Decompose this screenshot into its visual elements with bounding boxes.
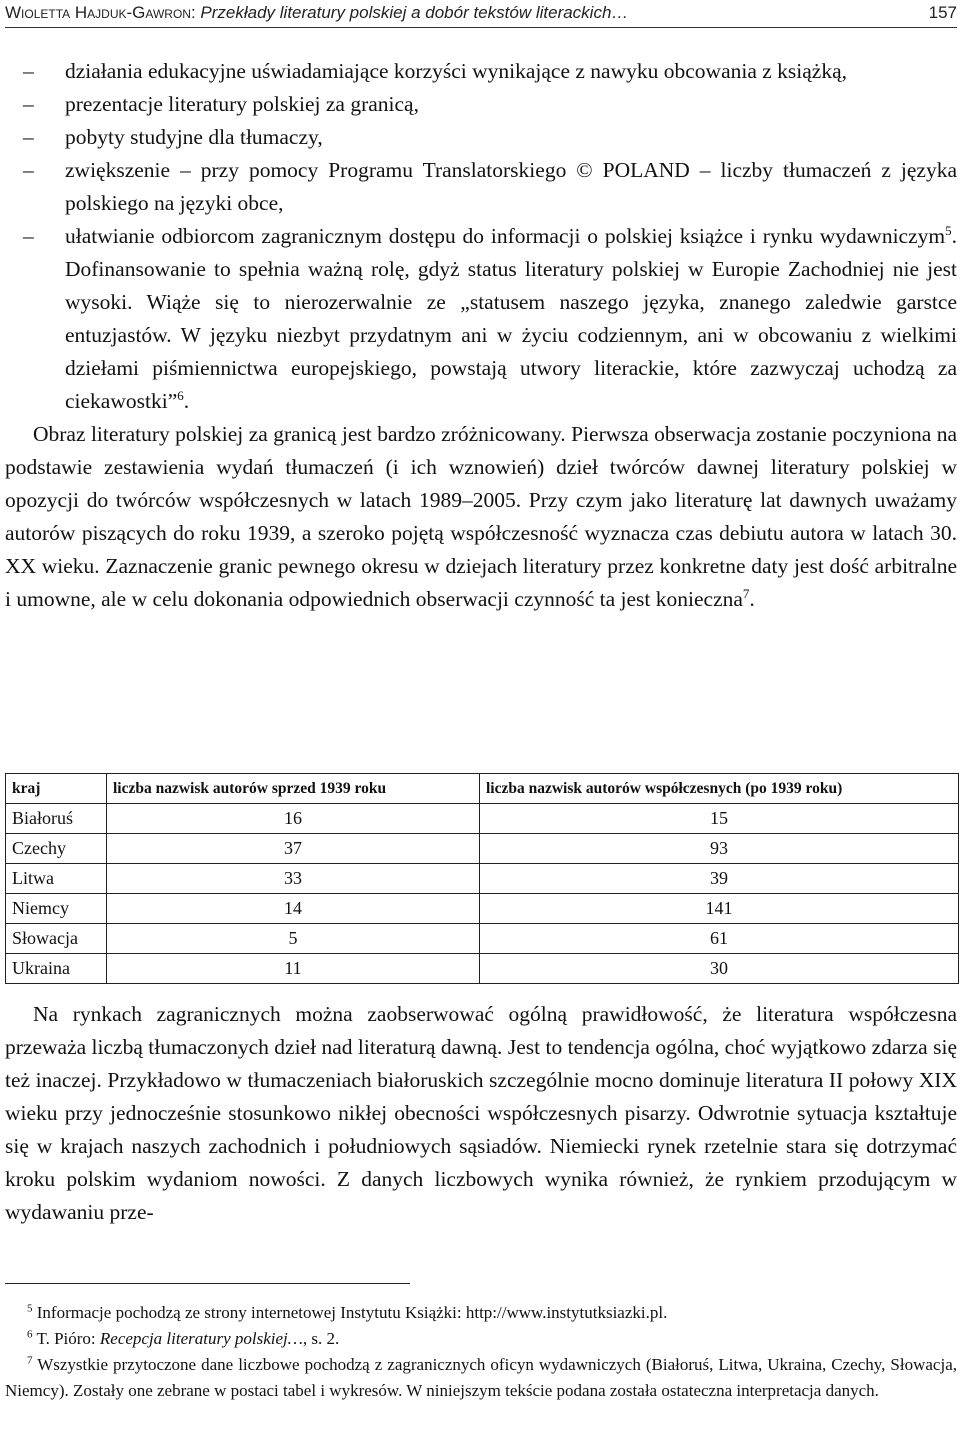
footnotes xyxy=(5,1300,957,1404)
cell-before-1939: 5 xyxy=(107,924,480,954)
period: . xyxy=(183,389,190,413)
paragraph: Na rynkach zagranicznych można zaobserwować ogólną prawidłowość, że literatura współczesna przeważa liczbą tłumaczonych dzieł nad literaturą dawną. Jest to tendencja ogólna, choć wyjątkowo zdarza się też inaczej. Przykładowo w tłumaczeniach białoruskich szczególnie mocno dominuje literatura II połowy XIX wieku przy jednocześnie stosunkowo nikłej obecności współczesnych pisarzy. Odwrotnie sytuacja kształtuje się w krajach naszych zachodnich i południowych sąsiadów. Niemiecki rynek rzetelnie stara się dotrzymać kroku polskim wydaniom nowości. Z danych liczbowych wynika również, że rynkiem przodującym w wydawaniu prze- xyxy=(5,1002,957,1224)
cell-before-1939: 14 xyxy=(107,894,480,924)
closing-text xyxy=(5,998,957,1229)
footnote-7 xyxy=(5,1352,957,1404)
cell-country: Niemcy xyxy=(6,894,107,924)
paragraph-continuation: . Dofinansowanie to spełnia ważną rolę, gdyż status literatury polskiej w Europie Zachodniej nie jest wysoki. Wiąże się to nierozerwalnie ze „statusem naszego języka, znanego zaledwie garstce entuzjastów. W języku niezbyt przydatnym ani w życiu codziennym, ani w obcowaniu z wielkimi dziełami piśmiennictwa europejskiego, powstają utwory literackie, które zazwyczaj uchodzą za ciekawostki” xyxy=(65,224,957,413)
header-rule xyxy=(5,27,957,28)
footnote-mark: 5 xyxy=(27,1302,33,1315)
cell-country: Ukraina xyxy=(6,954,107,984)
table-row xyxy=(6,894,959,924)
running-title xyxy=(5,0,628,26)
cell-after-1939: 39 xyxy=(480,864,959,894)
list-item xyxy=(5,88,957,121)
footnote-cited-title: Recepcja literatury polskiej… xyxy=(99,1329,303,1348)
footnote-author: T. Pióro: xyxy=(36,1329,96,1348)
footnote-ref-5[interactable]: 5 xyxy=(945,222,952,238)
translations-table xyxy=(5,773,959,984)
column-header-before-1939: liczba nazwisk autorów sprzed 1939 roku xyxy=(107,774,480,804)
header-author: Wioletta Hajduk-Gawron: xyxy=(5,3,196,22)
cell-country: Litwa xyxy=(6,864,107,894)
paragraph xyxy=(5,418,957,616)
dash: – xyxy=(23,125,34,149)
list-item xyxy=(5,154,957,220)
cell-after-1939: 141 xyxy=(480,894,959,924)
table-header-row xyxy=(6,774,959,804)
list-item-text: pobyty studyjne dla tłumaczy, xyxy=(65,125,323,149)
cell-after-1939: 15 xyxy=(480,804,959,834)
list-item-text: prezentacje literatury polskiej za granicą, xyxy=(65,92,419,116)
list-item xyxy=(5,121,957,154)
cell-before-1939: 16 xyxy=(107,804,480,834)
cell-country: Białoruś xyxy=(6,804,107,834)
footnote-text: Wszystkie przytoczone dane liczbowe pochodzą z zagranicznych oficyn wydawniczych (Białoruś, Litwa, Ukraina, Czechy, Słowacja, Niemcy). Zostały one zebrane w postaci tabel i wykresów. W niniejszym tekście podana została ostateczna interpretacja danych. xyxy=(5,1355,957,1400)
table-row xyxy=(6,924,959,954)
cell-before-1939: 37 xyxy=(107,834,480,864)
cell-country: Słowacja xyxy=(6,924,107,954)
list-item-text: działania edukacyjne uświadamiające korzyści wynikające z nawyku obcowania z książką, xyxy=(65,59,848,83)
footnote-ref-6[interactable]: 6 xyxy=(177,387,184,403)
cell-country: Czechy xyxy=(6,834,107,864)
period: . xyxy=(749,587,755,611)
table-row xyxy=(6,954,959,984)
paragraph-text: Obraz literatury polskiej za granicą jest bardzo zróżnicowany. Pierwsza obserwacja zostanie poczyniona na podstawie zestawienia wydań tłumaczeń (i ich wznowień) dzieł twórców dawnej literatury polskiej w opozycji do twórców współczesnych w latach 1989–2005. Przy czym jako literaturę lat dawnych uważamy autorów piszących do roku 1939, a szeroko pojętą współczesność wyznacza czas debiutu autora w latach 30. XX wieku. Zaznaczenie granic pewnego okresu w dziejach literatury przez konkretne daty jest dość arbitralne i umowne, ale w celu dokonania odpowiednich obserwacji czynność ta jest konieczna xyxy=(5,422,957,611)
list-item-text: ułatwianie odbiorcom zagranicznym dostępu do informacji o polskiej książce i rynku wydawniczym xyxy=(65,224,946,248)
page-number: 157 xyxy=(928,3,957,22)
list-item-text: zwiększenie – przy pomocy Programu Translatorskiego © POLAND – liczby tłumaczeń z języka polskiego na języki obce, xyxy=(65,158,957,215)
column-header-country: kraj xyxy=(6,774,107,804)
footnote-rule xyxy=(5,1283,410,1284)
list-item xyxy=(5,55,957,88)
cell-after-1939: 93 xyxy=(480,834,959,864)
footnote-6 xyxy=(5,1326,957,1352)
cell-after-1939: 61 xyxy=(480,924,959,954)
footnote-5 xyxy=(5,1300,957,1326)
cell-before-1939: 11 xyxy=(107,954,480,984)
footnote-ref-7[interactable]: 7 xyxy=(742,585,750,601)
main-text xyxy=(5,55,957,616)
footnote-mark: 6 xyxy=(27,1328,33,1341)
dash: – xyxy=(23,158,34,182)
table-row xyxy=(6,834,959,864)
footnote-text: , s. 2. xyxy=(302,1329,340,1348)
table-row xyxy=(6,804,959,834)
table-row xyxy=(6,864,959,894)
dash: – xyxy=(23,92,34,116)
running-header xyxy=(5,0,957,26)
header-title: Przekłady literatury polskiej a dobór tekstów literackich… xyxy=(200,3,629,22)
list-item xyxy=(5,220,957,418)
dash: – xyxy=(23,224,34,248)
cell-before-1939: 33 xyxy=(107,864,480,894)
cell-after-1939: 30 xyxy=(480,954,959,984)
footnote-text: Informacje pochodzą ze strony internetowej Instytutu Książki: http://www.instytutksiazki.pl. xyxy=(36,1303,668,1322)
dash: – xyxy=(23,59,34,83)
column-header-after-1939: liczba nazwisk autorów współczesnych (po 1939 roku) xyxy=(480,774,959,804)
footnote-mark: 7 xyxy=(27,1354,33,1367)
bullet-list xyxy=(5,55,957,418)
